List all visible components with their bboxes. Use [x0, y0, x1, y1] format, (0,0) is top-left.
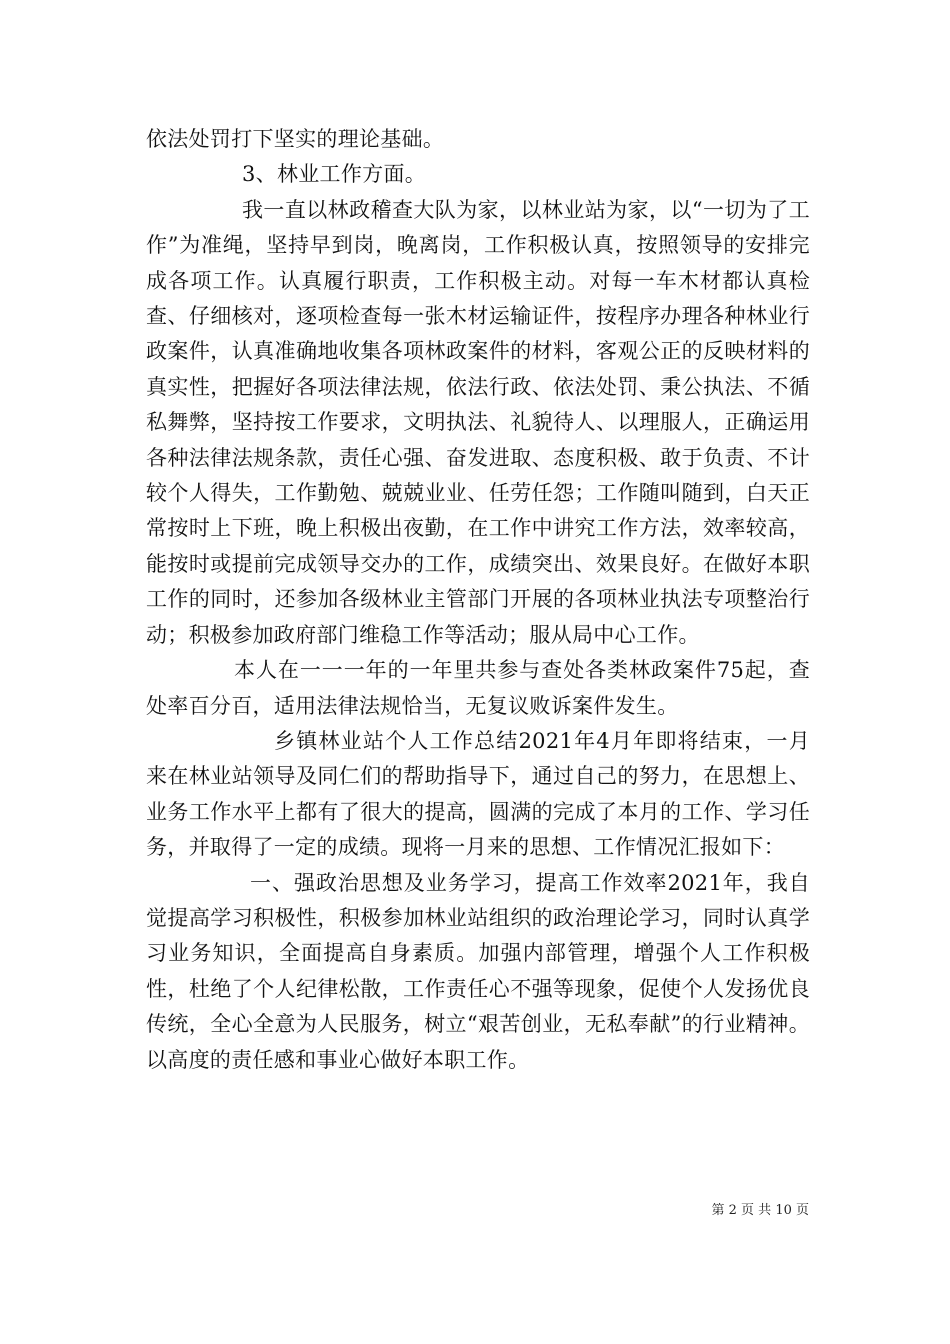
- paragraph-political-study: 一、强政治思想及业务学习，提高工作效率2021年，我自觉提高学习积极性，积极参加林业站组织的政治理论学习，同时认真学习业务知识，全面提高自身素质。加强内部管理，增强个人工作积极性，杜绝了个人纪律松散，工作责任心不强等现象，促使个人发扬优良传统，全心全意为人民服务，树立“艰苦创业，无私奉献”的行业精神。以高度的责任感和事业心做好本职工作。: [146, 870, 810, 1072]
- paragraph-summary-intro: 乡镇林业站个人工作总结2021年4月年即将结束，一月来在林业站领导及同仁们的帮助指导下，通过自己的努力，在思想上、业务工作水平上都有了很大的提高，圆满的完成了本月的工作、学习任务，并取得了一定的成绩。现将一月来的思想、工作情况汇报如下：: [146, 728, 810, 860]
- document-body: [146, 122, 810, 1078]
- paragraph-continuation: 依法处罚打下坚实的理论基础。: [146, 127, 445, 151]
- paragraph-forestry-work: 我一直以林政稽查大队为家，以林业站为家，以“一切为了工作”为准绳，坚持早到岗，晚离岗，工作积极认真，按照领导的安排完成各项工作。认真履行职责，工作积极主动。对每一车木材都认真检查、仔细核对，逐项检查每一张木材运输证件，按程序办理各种林业行政案件，认真准确地收集各项林政案件的材料，客观公正的反映材料的真实性，把握好各项法律法规，依法行政、依法处罚、秉公执法、不循私舞弊，坚持按工作要求，文明执法、礼貌待人、以理服人，正确运用各种法律法规条款，责任心强、奋发进取、态度积极、敢于负责、不计较个人得失，工作勤勉、兢兢业业、任劳任怨；工作随叫随到，白天正常按时上下班，晚上积极出夜勤，在工作中讲究工作方法，效率较高，能按时或提前完成领导交办的工作，成绩突出、效果良好。在做好本职工作的同时，还参加各级林业主管部门开展的各项林业执法专项整治行动；积极参加政府部门维稳工作等活动；服从局中心工作。: [146, 197, 810, 647]
- paragraph-case-statistics: 本人在一一一年的一年里共参与查处各类林政案件75起，查处率百分百，适用法律法规恰当，无复议败诉案件发生。: [146, 658, 810, 718]
- section-heading-forestry-work: 3、林业工作方面。: [242, 162, 427, 187]
- page-number-footer: 第 2 页 共 10 页: [711, 1203, 809, 1218]
